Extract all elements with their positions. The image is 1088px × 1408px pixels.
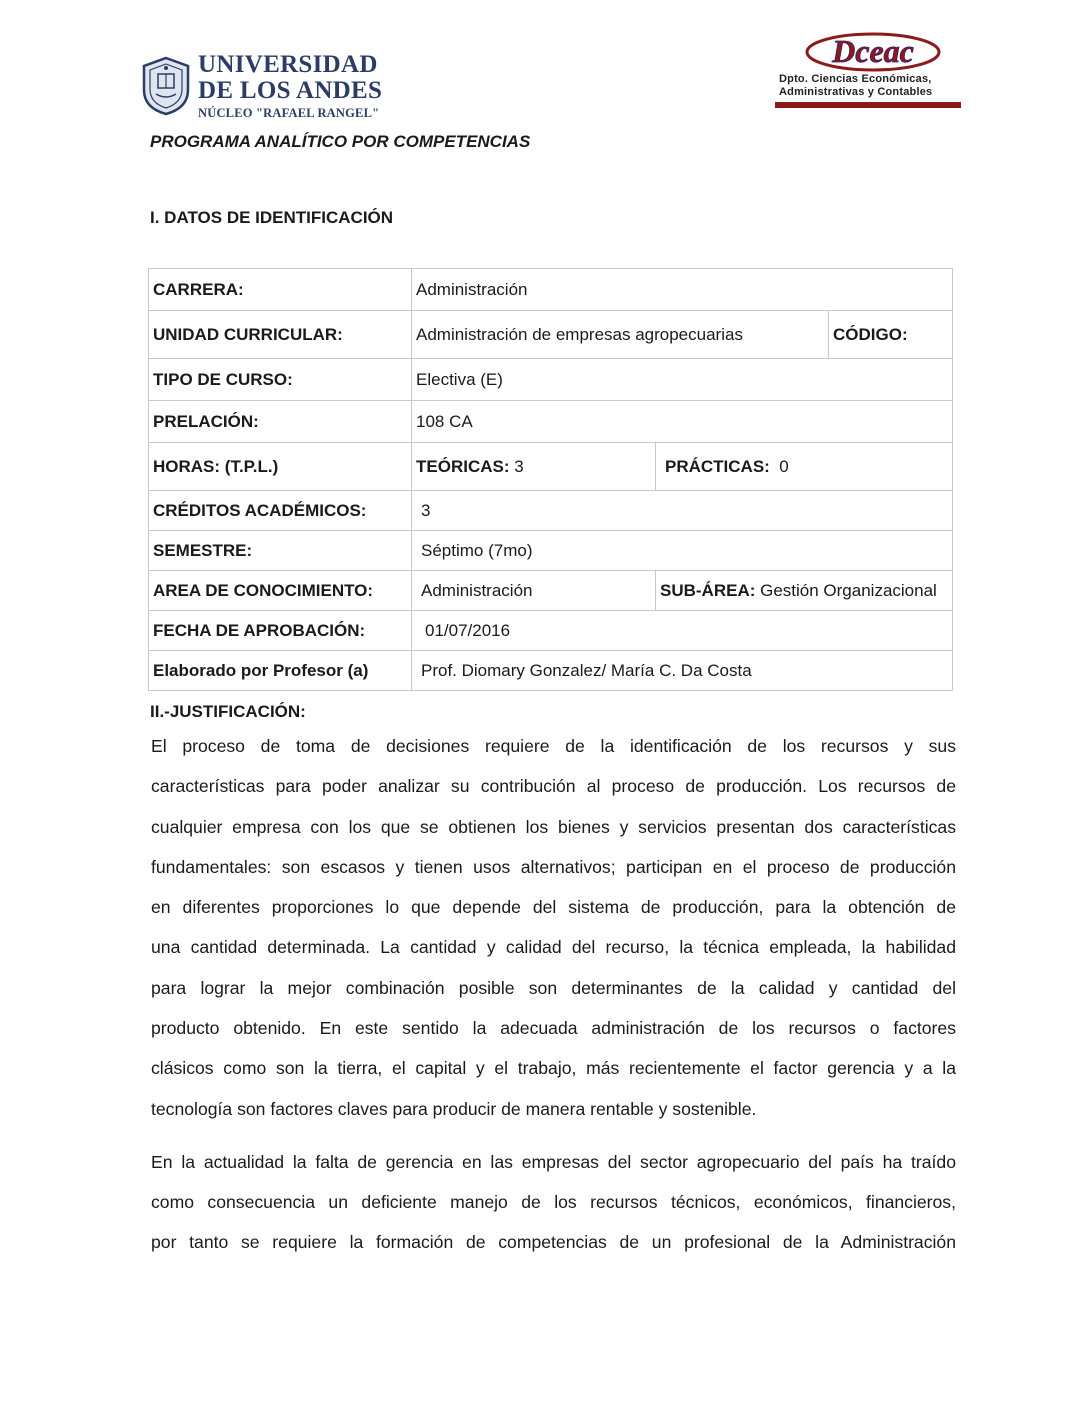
university-seal-icon bbox=[140, 56, 192, 116]
practicas-label: PRÁCTICAS: bbox=[665, 456, 770, 476]
elaborado-label: Elaborado por Profesor (a) bbox=[149, 651, 412, 691]
subarea-cell bbox=[656, 571, 953, 611]
practicas-value: 0 bbox=[769, 456, 789, 476]
paragraph-line: en diferentes proporciones lo que depende del sistema de producción, para la obtención de bbox=[151, 897, 956, 918]
area-label: AREA DE CONOCIMIENTO: bbox=[149, 571, 412, 611]
semestre-value: Séptimo (7mo) bbox=[412, 531, 953, 571]
semestre-label: SEMESTRE: bbox=[149, 531, 412, 571]
codigo-label: CÓDIGO: bbox=[833, 324, 908, 344]
practicas-cell bbox=[656, 443, 953, 491]
paragraph-line: para lograr la mejor combinación posible son determinantes de la calidad y cantidad del bbox=[151, 977, 956, 998]
document-title: PROGRAMA ANALÍTICO POR COMPETENCIAS bbox=[150, 132, 531, 151]
teoricas-cell bbox=[412, 443, 656, 491]
department-name-line2: Administrativas y Contables bbox=[779, 86, 933, 98]
table-row bbox=[149, 311, 953, 359]
paragraph-line: En la actualidad la falta de gerencia en las empresas del sector agropecuario del país ha traído bbox=[151, 1152, 956, 1172]
section-heading-justification: II.-JUSTIFICACIÓN: bbox=[150, 702, 306, 721]
paragraph-line: producto obtenido. En este sentido la adecuada administración de los recursos o factores bbox=[151, 1018, 956, 1039]
area-value: Administración bbox=[412, 571, 656, 611]
fecha-aprobacion-label: FECHA DE APROBACIÓN: bbox=[149, 611, 412, 651]
carrera-label: CARRERA: bbox=[149, 269, 412, 311]
fecha-aprobacion-value: 01/07/2016 bbox=[412, 611, 953, 651]
tipo-curso-label: TIPO DE CURSO: bbox=[149, 359, 412, 401]
university-logo bbox=[140, 51, 383, 122]
prelacion-value: 108 CA bbox=[412, 401, 953, 443]
tipo-curso-value: Electiva (E) bbox=[412, 359, 953, 401]
svg-text:Dceac: Dceac bbox=[832, 33, 914, 69]
table-row bbox=[149, 571, 953, 611]
carrera-value: Administración bbox=[412, 269, 953, 311]
subarea-value: Gestión Organizacional bbox=[755, 580, 937, 600]
unidad-curricular-label: UNIDAD CURRICULAR: bbox=[149, 311, 412, 359]
table-row bbox=[149, 359, 953, 401]
section-heading-identification: I. DATOS DE IDENTIFICACIÓN bbox=[150, 208, 394, 227]
paragraph-line: por tanto se requiere la formación de competencias de un profesional de la Administración bbox=[151, 1232, 956, 1252]
teoricas-label: TEÓRICAS: bbox=[416, 456, 510, 476]
paragraph-line: clásicos como son la tierra, el capital y el trabajo, más recientemente el factor gerencia y a la bbox=[151, 1058, 956, 1079]
table-row bbox=[149, 531, 953, 571]
department-logo bbox=[775, 30, 963, 110]
paragraph-line: una cantidad determinada. La cantidad y calidad del recurso, la técnica empleada, la habilidad bbox=[151, 937, 956, 958]
university-name-line2: DE LOS ANDES bbox=[198, 77, 383, 104]
identification-table bbox=[148, 268, 953, 691]
prelacion-label: PRELACIÓN: bbox=[149, 401, 412, 443]
paragraph-line: tecnología son factores claves para producir de manera rentable y sostenible. bbox=[151, 1098, 757, 1119]
justification-paragraph-1 bbox=[151, 726, 956, 1129]
table-row bbox=[149, 651, 953, 691]
horas-label: HORAS: (T.P.L.) bbox=[149, 443, 412, 491]
creditos-label: CRÉDITOS ACADÉMICOS: bbox=[149, 491, 412, 531]
table-row bbox=[149, 401, 953, 443]
table-row bbox=[149, 269, 953, 311]
university-campus-line: NÚCLEO "RAFAEL RANGEL" bbox=[198, 106, 380, 120]
subarea-label: SUB-ÁREA: bbox=[660, 580, 756, 600]
department-accent-bar bbox=[775, 102, 961, 108]
paragraph-line: características para poder analizar su contribución al proceso de producción. Los recursos de bbox=[151, 776, 956, 797]
paragraph-line: El proceso de toma de decisiones requiere de la identificación de los recursos y sus bbox=[151, 736, 956, 756]
table-row bbox=[149, 491, 953, 531]
department-name-line1: Dpto. Ciencias Económicas, bbox=[779, 73, 932, 85]
university-name-line1: UNIVERSIDAD bbox=[198, 51, 378, 78]
creditos-value: 3 bbox=[412, 491, 953, 531]
teoricas-value: 3 bbox=[509, 456, 524, 476]
elaborado-value: Prof. Diomary Gonzalez/ María C. Da Costa bbox=[412, 651, 953, 691]
unidad-curricular-value: Administración de empresas agropecuarias bbox=[412, 311, 829, 359]
paragraph-line: fundamentales: son escasos y tienen usos alternativos; participan en el proceso de producción bbox=[151, 856, 956, 877]
paragraph-line: cualquier empresa con los que se obtienen los bienes y servicios presentan dos características bbox=[151, 816, 956, 837]
codigo-cell bbox=[829, 311, 953, 359]
table-row bbox=[149, 611, 953, 651]
paragraph-line: como consecuencia un deficiente manejo de los recursos técnicos, económicos, financieros, bbox=[151, 1192, 956, 1212]
department-mark-icon bbox=[803, 30, 943, 74]
table-row bbox=[149, 443, 953, 491]
justification-paragraph-2 bbox=[151, 1142, 956, 1262]
